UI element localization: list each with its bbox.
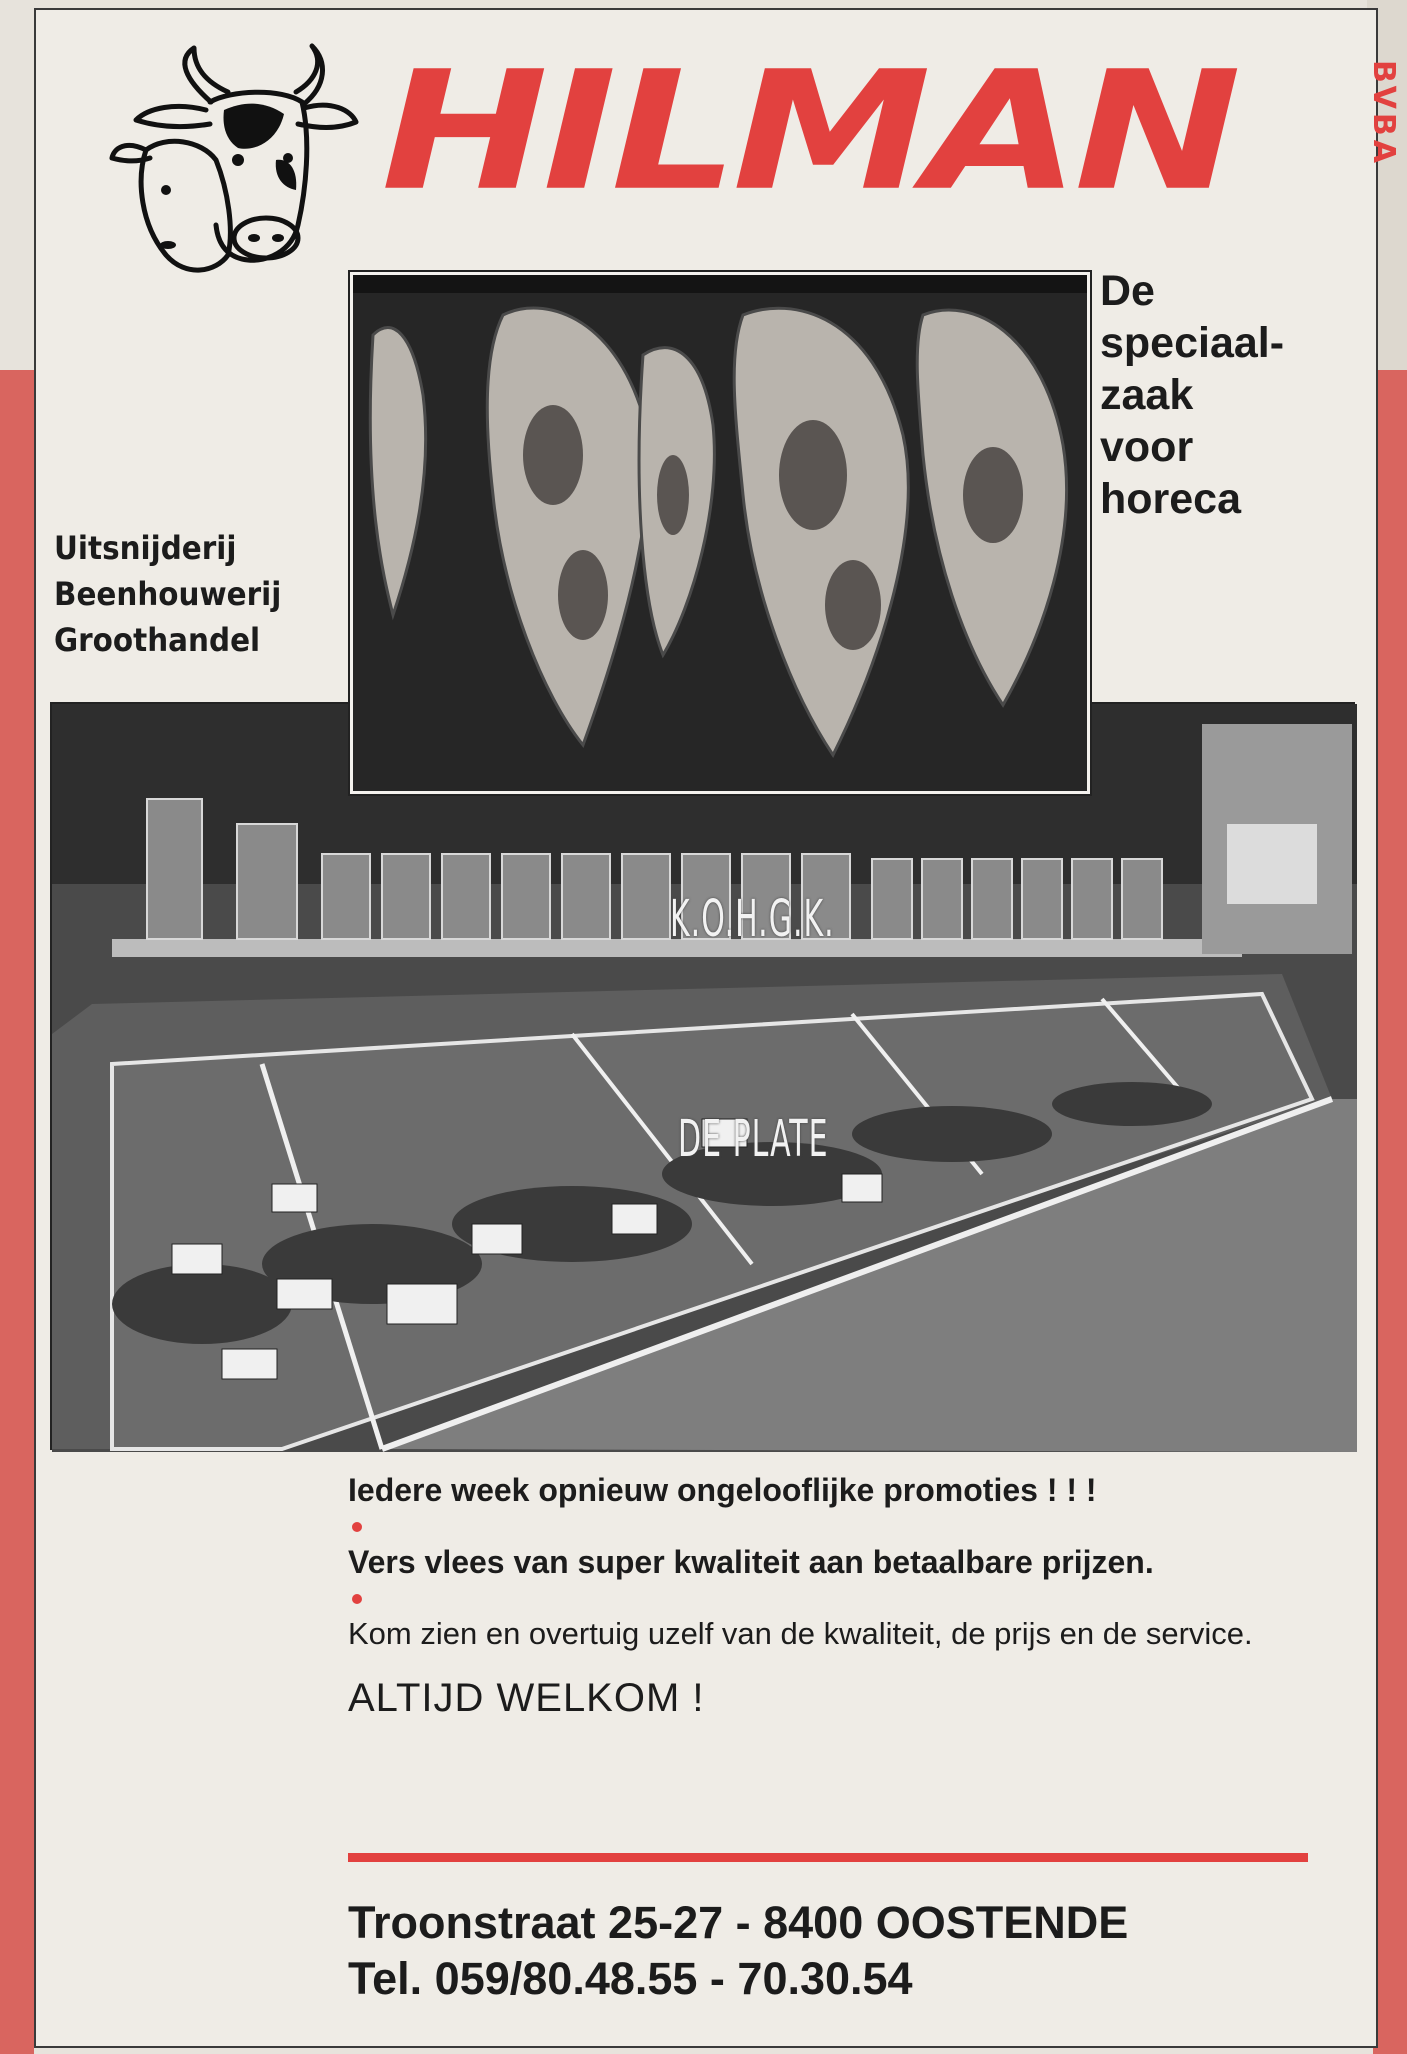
- brand-name: HILMAN: [381, 36, 1236, 228]
- contact-block: [348, 1895, 1348, 2007]
- tagline-line: speciaal-: [1100, 319, 1285, 367]
- tagline: [1100, 265, 1340, 525]
- divider-bar: [348, 1853, 1308, 1862]
- ad-copy: [348, 1470, 1348, 1721]
- welcome-line: ALTIJD WELKOM !: [348, 1676, 705, 1720]
- watermark-text: K.O.H.G.K.: [670, 890, 835, 950]
- service-item: Groothandel: [54, 621, 261, 659]
- shop-counter-photo: [50, 702, 1355, 1450]
- tagline-line: horeca: [1100, 475, 1242, 523]
- cow-logo-icon: [106, 40, 356, 280]
- invite-line: Kom zien en overtuig uzelf van de kwaliteit, de prijs en de service.: [348, 1616, 1253, 1651]
- tagline-line: zaak: [1100, 371, 1194, 419]
- advertisement: [34, 8, 1401, 2048]
- red-page-band-right: [1373, 370, 1407, 2054]
- service-item: Uitsnijderij: [54, 529, 237, 567]
- hanging-meat-photo: [350, 272, 1090, 794]
- service-item: Beenhouwerij: [54, 575, 282, 613]
- services-list: [54, 525, 348, 663]
- brand-logo: [381, 36, 1401, 250]
- red-bullet-icon: [352, 1594, 362, 1604]
- phone-numbers: Tel. 059/80.48.55 - 70.30.54: [348, 1953, 913, 2004]
- red-bullet-icon: [352, 1522, 362, 1532]
- tagline-line: voor: [1100, 423, 1194, 471]
- brand-legal-form: BVBA: [1366, 60, 1401, 167]
- watermark-text: DE PLATE: [678, 1110, 829, 1170]
- promo-line: Iedere week opnieuw ongelooflijke promoties ! ! !: [348, 1472, 1097, 1508]
- address: Troonstraat 25-27 - 8400 OOSTENDE: [348, 1897, 1129, 1948]
- tagline-line: De: [1100, 267, 1155, 315]
- hanging-meat-illustration: [353, 275, 1087, 791]
- shop-counter-illustration: [52, 704, 1357, 1452]
- red-page-band-left: [0, 370, 34, 2054]
- quality-line: Vers vlees van super kwaliteit aan betaalbare prijzen.: [348, 1544, 1154, 1580]
